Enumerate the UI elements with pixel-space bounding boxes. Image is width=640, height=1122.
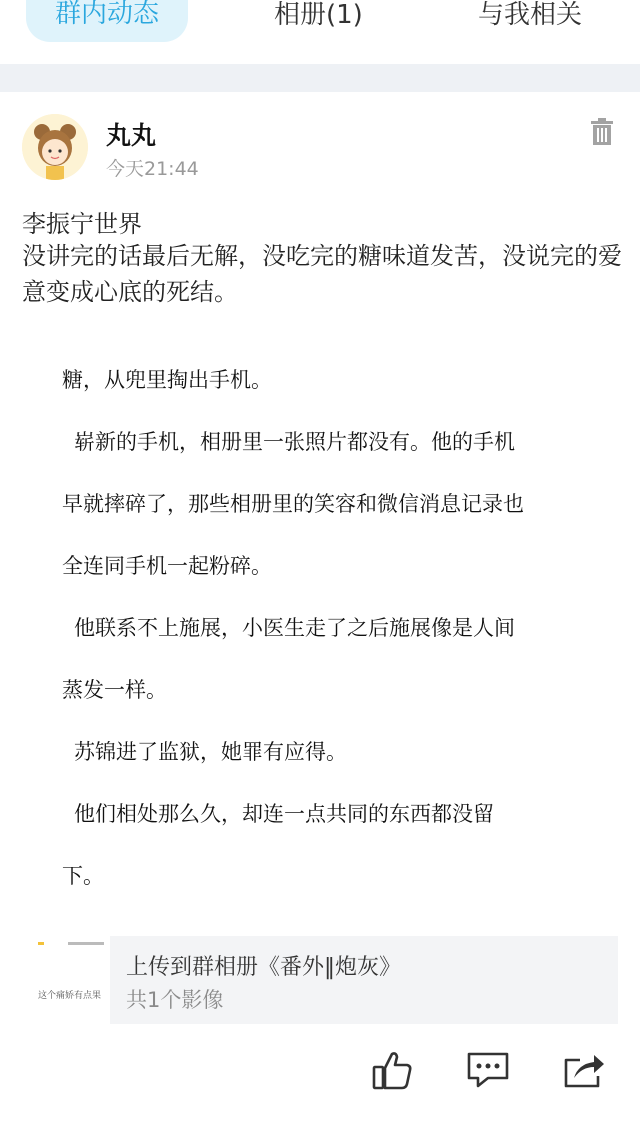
post-image[interactable] (40, 322, 600, 942)
image-text-line: 崭新的手机，相册里一张照片都没有。他的手机 (74, 430, 515, 454)
album-upload-card[interactable] (110, 936, 618, 1024)
image-text-line: 糖，从兜里掏出手机。 (62, 368, 272, 392)
image-text-line: 下。 (62, 864, 104, 888)
comment-icon[interactable] (466, 1050, 508, 1090)
feed-post (0, 92, 640, 1122)
upload-count: 共1个影像 (126, 988, 224, 1012)
thumbnail-caption: 这个痛娇有点果 (38, 991, 102, 1001)
image-text-line: 早就摔碎了，那些相册里的笑容和微信消息记录也 (62, 492, 524, 516)
thumbnail-strip (38, 936, 108, 950)
upload-title: 上传到群相册《番外‖炮灰》 (126, 955, 402, 980)
tab-related-to-me[interactable]: 与我相关 (478, 0, 583, 30)
share-icon[interactable] (562, 1050, 604, 1090)
image-text-line: 蒸发一样。 (62, 678, 167, 702)
tab-group-feed[interactable]: 群内动态 (26, 0, 188, 42)
image-text-line: 全连同手机一起粉碎。 (62, 554, 272, 578)
tab-album[interactable]: 相册(1) (274, 0, 363, 30)
trash-icon[interactable] (590, 118, 614, 146)
image-text-line: 他们相处那么久，却连一点共同的东西都没留 (74, 802, 494, 826)
avatar[interactable] (22, 114, 88, 180)
image-text-line: 他联系不上施展，小医生走了之后施展像是人间 (74, 616, 515, 640)
section-divider (0, 64, 640, 92)
post-action-bar (0, 1040, 640, 1100)
thumbs-up-icon[interactable] (372, 1050, 414, 1090)
post-body: 没讲完的话最后无解，没吃完的糖味道发苦，没说完的爱意变成心底的死结。 (22, 242, 622, 306)
post-author[interactable]: 丸丸 (106, 121, 157, 150)
image-text-line: 苏锦进了监狱，她罪有应得。 (74, 740, 347, 764)
post-title-line: 李振宁世界 (22, 210, 142, 238)
top-tab-bar (0, 0, 640, 64)
post-time: 今天21:44 (106, 158, 199, 180)
